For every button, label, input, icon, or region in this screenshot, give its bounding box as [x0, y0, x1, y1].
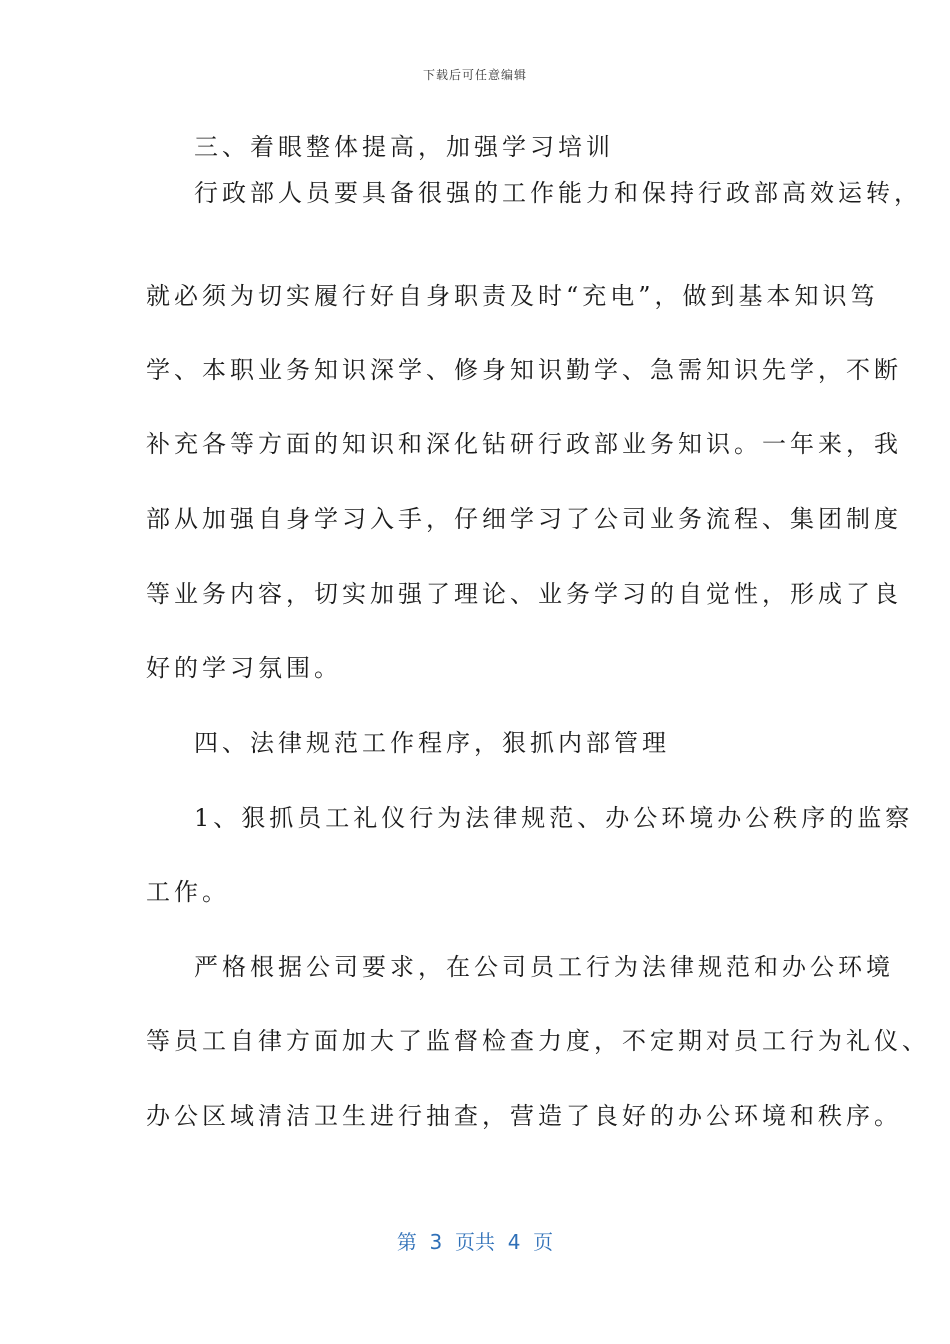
paragraph-line: 部从加强自身学习入手，仔细学习了公司业务流程、集团制度: [146, 505, 902, 533]
paragraph-line: 办公区域清洁卫生进行抽查，营造了良好的办公环境和秩序。: [146, 1102, 902, 1130]
paragraph-line: 工作。: [146, 878, 230, 906]
section-heading-4: 四、法律规范工作程序，狠抓内部管理: [194, 729, 670, 757]
page-header: 下载后可任意编辑: [422, 68, 527, 82]
paragraph-line: 补充各等方面的知识和深化钻研行政部业务知识。一年来，我: [146, 430, 902, 458]
paragraph-line: 行政部人员要具备很强的工作能力和保持行政部高效运转，: [194, 179, 922, 207]
paragraph-line: 好的学习氛围。: [146, 654, 342, 682]
paragraph-line: 等员工自律方面加大了监督检查力度，不定期对员工行为礼仪、: [146, 1027, 930, 1055]
subsection-heading: 1、狠抓员工礼仪行为法律规范、办公环境办公秩序的监察: [194, 804, 914, 832]
page-footer: 第 3 页共 4 页: [396, 1230, 554, 1254]
paragraph-line: 等业务内容，切实加强了理论、业务学习的自觉性，形成了良: [146, 580, 902, 608]
paragraph-line: 严格根据公司要求，在公司员工行为法律规范和办公环境: [194, 953, 894, 981]
paragraph-line: 就必须为切实履行好自身职责及时“充电”，做到基本知识笃: [146, 282, 879, 310]
section-heading-3: 三、着眼整体提高，加强学习培训: [194, 133, 614, 161]
paragraph-line: 学、本职业务知识深学、修身知识勤学、急需知识先学，不断: [146, 356, 902, 384]
